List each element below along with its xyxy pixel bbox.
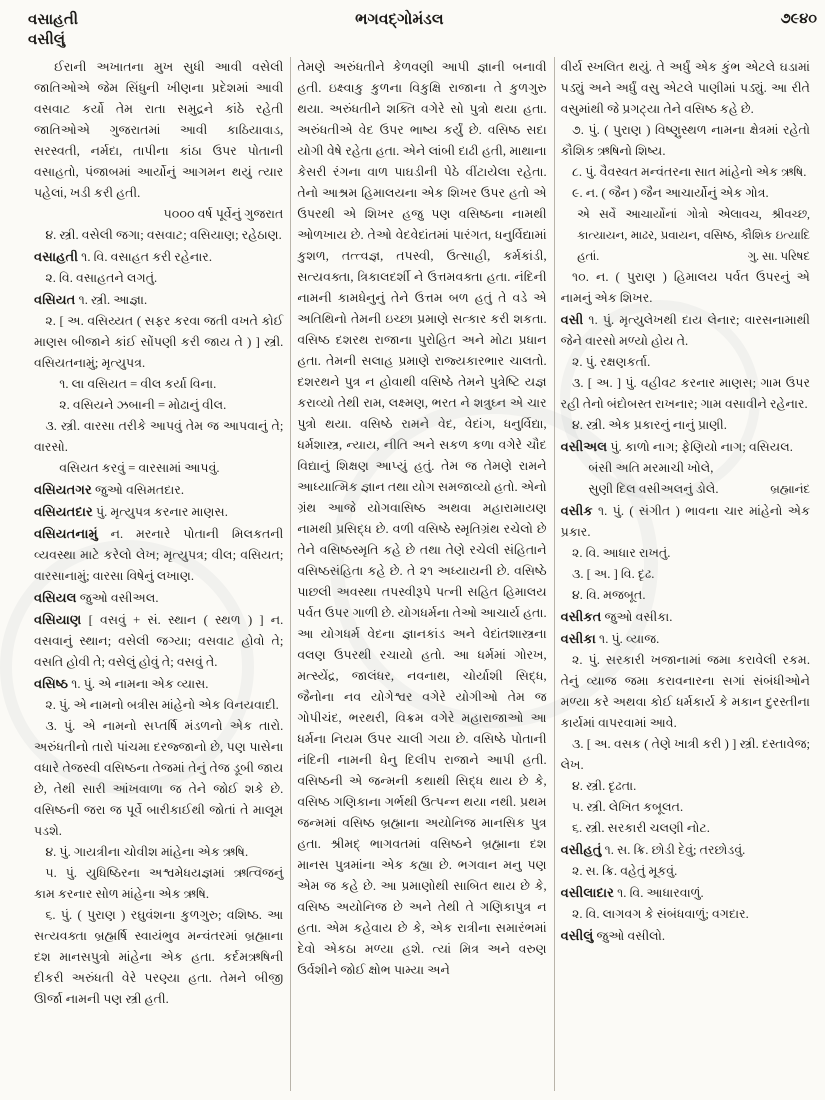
attribution: ગુ. સા. પરિષદ <box>747 248 810 263</box>
dictionary-entry: વસિયાણ [ વસવું + સં. સ્થાન ( સ્થળ ) ] ન. વસવાનું સ્થાન; વસેલી જગ્યા; વસવાટ હોવો તે; વસતિ હોવી તે; વસેલું હોવું તે; વસવું તે. <box>34 611 284 669</box>
para-sense: ૩. [ અ. વસક ( તેણે ખાત્રી કરી ) ] સ્ત્રી. દસ્તાવેજ; લેખ. <box>560 736 810 772</box>
para-sense: ૪. વિ. મજબૂત. <box>571 587 646 602</box>
column-1 <box>28 57 290 1091</box>
dictionary-entry: વસીક ૧. પું. ( સંગીત ) ભાવના ચાર માંહેનો એક પ્રકાર. <box>560 502 810 539</box>
para-sense: ૨. સ. ક્રિ. વહેતું મૂકવું. <box>571 863 678 878</box>
para-body: ઈરાની અખાતના મુખ સુધી આવી વસેલી જાતિઓએ જેમ સિંધુની ખીણના પ્રદેશમાં આવી વસવાટ કર્યો તેમ રાતા સમુદ્રને કાંઠે રહેતી જાતિઓએ ગુજરાતમાં આવી કાઠિયાવાડ, સરસ્વતી, નર્મદા, તાપીના કાંઠા ઉપર પોતાની વસાહતો, પંજાબમાં આર્યોનું આગમન થયું ત્યાર પહેલાં, ખડી કરી હતી. <box>34 59 284 200</box>
para-sense: ૧૦. ન. ( પુરાણ ) હિમાલય પર્વત ઉપરનું એ નામનું એક શિખર. <box>560 269 810 305</box>
headword: વસિયતદાર <box>34 503 93 519</box>
para-sense: ૪. સ્ત્રી. એક પ્રકારનું નાનું પ્રાણી. <box>571 417 727 432</box>
para-sense: ૬. સ્ત્રી. સરકારી ચલણી નોટ. <box>571 820 710 835</box>
para-sense: ૫. પું. યુધિષ્ઠિરના અશ્વમેધયજ્ઞમાં ઋત્વિજનું કામ કરનાર સોળ માંહેના એક ઋષિ. <box>34 865 284 901</box>
guide-word-bottom: વસીલું <box>28 32 66 49</box>
dictionary-entry: વસીઅલ પું. કાળો નાગ; ફેણિયો નાગ; વસિયલ. <box>560 438 793 454</box>
attribution: બ્રહ્માનંદ <box>770 481 810 496</box>
para-right: ૫૦૦૦ વર્ષ પૂર્વેનું ગુજરાત <box>163 206 284 221</box>
headword: વસિયત <box>34 291 76 307</box>
headword: વસિયતનામું <box>34 525 98 541</box>
para-idiom: ૧. લા વસિયત = વીલ કર્યા વિના. <box>59 376 217 391</box>
page-number: ૭૯૪૦ <box>780 11 817 27</box>
dictionary-entry: વસીહતું ૧. સ. ક્રિ. છોડી દેવું; તરછોડવું. <box>560 841 746 857</box>
dictionary-entry: વસીકા ૧. પું. વ્યાજ. <box>560 630 660 646</box>
para-sense: ૨. પું. રક્ષણકર્તા. <box>571 354 651 369</box>
headword: વસિયતગર <box>34 481 92 497</box>
headword: વસીલાદાર <box>560 884 614 900</box>
para-sense: ૪. સ્ત્રી. વસેલી જગા; વસવાટ; વસિયાણ; રહેઠાણ. <box>45 227 282 242</box>
para-sense: ૩. પું. એ નામનો સપ્તર્ષિ મંડળનો એક તારો. અરુંધતીનો તારો પાંચમા દરજ્જાનો છે, પણ પાસેના વધારે તેજસ્વી વસિષ્ઠના તેજમાં તેનું તેજ ડૂબી જાય છે, તેથી સારી આંખવાળા જ તેને જોઈ શકે છે. વસિષ્ઠની જરા જ પૂર્વે બારીકાઈથી જોતાં તે માલૂમ પડશે. <box>34 718 284 838</box>
para-sense: ૮. પું. વૈવસ્વત મન્વંતરના સાત માંહેનો એક ઋષિ. <box>571 164 807 179</box>
para-verse: બંસી અતિ મરમાચી ખોલે, <box>588 460 714 475</box>
para-sense: ૪. પું. ગાયત્રીના ચોવીશ માંહેના એક ઋષિ. <box>45 844 249 859</box>
para-idiom: ૨. વસિયને ઝબાની = મોઢાનું વીલ. <box>59 397 227 412</box>
dictionary-entry: વસિયતદાર પું. મૃત્યુપત્ર કરનાર માણસ. <box>34 503 228 519</box>
para-sense: ૨. [ અ. વસિય્યત ( સફર કરવા જતી વખતે કોઈ માણસ બીજાને કાંઈ સોંપણી કરી જાય તે ) ] સ્ત્રી. વસિયતનામું; મૃત્યુપત્ર. <box>34 313 284 370</box>
para-idiom: વસિયત કરવું = વારસામાં આપવું. <box>59 460 220 475</box>
para-sense: ૨. પું. સરકારી ખજાનામાં જમા કરાવેલી રકમ. તેનું વ્યાજ જમા કરાવનારના સગાં સંબંધીઓને મળ્યા કરે અથવા કોઈ ધર્મકાર્ય કે મકાન દુરસ્તીના કાર્યમાં વાપરવામાં આવે. <box>560 652 810 730</box>
para-cont: વીર્ય સ્ખલિત થયું. તે અર્ધું એક કુંભ એટલે ઘડામાં પડ્યું અને અર્ધું વસુ એટલે પાણીમાં પડ્યું. આ રીતે વસુમાંથી જે પ્રગટ્યા તેને વસિષ્ઠ કહે છે. <box>560 59 810 116</box>
headword: વસિષ્ઠ <box>34 675 69 691</box>
headword: વસી <box>560 311 584 327</box>
dictionary-entry: વસિયતનામું ન. મરનારે પોતાની મિલકતની વ્યવસ્થા માટે કરેલો લેખ; મૃત્યુપત્ર; વીલ; વસિયત; વારસાનામું; વારસા વિષેનું લખાણ. <box>34 525 284 583</box>
para-sense: ૨. વિ. આધાર રાખતું. <box>571 545 671 560</box>
dictionary-entry: વસી ૧. પું. મૃત્યુલેખથી દાય લેનાર; વારસનામાથી જેને વારસો મળ્યો હોય તે. <box>560 311 810 348</box>
guide-words <box>28 10 78 51</box>
para-sense: ૨. વિ. વસાહતને લગતું. <box>45 270 158 285</box>
para-sense: ૭. પું. ( પુરાણ ) વિષ્ણુસ્થળ નામના ક્ષેત્રમાં રહેતો કૌશિક ઋષિનો શિષ્ય. <box>560 122 810 158</box>
para-sense: ૯. ન. ( જૈન ) જૈન આચાર્યોનું એક ગોત્ર. <box>571 185 769 200</box>
para-sense: ૩. સ્ત્રી. વારસા તરીકે આપવું તેમ જ આપવાનું તે; વારસો. <box>34 418 284 454</box>
dictionary-entry: વસિયત ૧. સ્ત્રી. આજ્ઞા. <box>34 291 148 307</box>
headword: વસાહતી <box>34 248 79 264</box>
dictionary-entry: વસીલાદાર ૧. વિ. આધારવાળું. <box>560 884 704 900</box>
dictionary-entry: વસિયલ જુઓ વસીઅલ. <box>34 589 159 605</box>
text-columns <box>28 57 817 1091</box>
dictionary-entry: વસિષ્ઠ ૧. પું. એ નામના એક વ્યાસ. <box>34 675 209 691</box>
para-verse: સુણી દિલ વસીઅલનું ડોલે. બ્રહ્માનંદ <box>561 479 810 500</box>
dictionary-entry: વસીકત જુઓ વસીકા. <box>560 608 673 624</box>
para-sense: ૪. સ્ત્રી. દૃઢતા. <box>571 778 637 793</box>
page-header <box>28 10 817 51</box>
headword: વસિયલ <box>34 589 77 605</box>
headword: વસીહતું <box>560 841 602 857</box>
headword: વસીઅલ <box>560 438 608 454</box>
column-2 <box>290 57 553 1091</box>
dictionary-entry: વસીલું જુઓ વસીલો. <box>560 927 665 943</box>
para-note: એ સર્વે આચાર્યોનાં ગોત્રો એલાવચ, શ્રીવચ્છ, કાત્યાયન, માઢર, પ્રવાયન, વસિષ્ઠ, કૌશિક ઇત્યાદિ હતાં. ગુ. સા. પરિષદ <box>561 204 810 267</box>
headword: વસીકા <box>560 630 596 646</box>
para-sense: ૨. પું. એ નામનો બત્રીસ માંહેનો એક વિનયવાદી. <box>45 697 279 712</box>
para-sense: ૫. સ્ત્રી. લેખિત કબૂલત. <box>571 799 684 814</box>
para-cont: તેમણે અરુંધતીને કેળવણી આપી જ્ઞાની બનાવી હતી. ઇક્ષ્વાકુ કુળના વિકુક્ષિ રાજાના તે કુળગુરુ થયા. અરુંધતીને શક્તિ વગેરે સો પુત્રો થયા હતા. અરુંધતીએ વેદ ઉપર ભાષ્ય કર્યું છે. વસિષ્ઠ સદા યોગી વેષે રહેતા હતા. એને લાંબી દાઢી હતી, માથાના કેસરી રંગના વાળ પાઘડીની પેઠે વીંટાયેલા રહેતા. તેનો આશ્રમ હિમાલયના એક શિખર ઉપર હતો એ ઉપરથી એ શિખર હજુ પણ વસિષ્ઠના નામથી ઓળખાય છે. તેઓ વેદવેદાંતમાં પારંગત, ધનુર્વિદ્યામાં કુશળ, તત્ત્વજ્ઞ, તપસ્વી, ઉત્સાહી, કર્મકાંડી, સત્યવક્તા, ત્રિકાલદર્શી ને ઉત્તમવક્તા હતા. નંદિની નામની કામધેનુનું તેને ઉત્તમ બળ હતું તે વડે એ અતિથિનો તેમની ઇચ્છા પ્રમાણે સત્કાર કરી શકતા. વસિષ્ઠ દશરથ રાજાના પુરોહિત અને મોટા પ્રધાન હતા. તેમની સલાહ પ્રમાણે રાજ્યકારભાર ચાલતો. દશરથને પુત્ર ન હોવાથી વસિષ્ઠે તેમને પુત્રેષ્ટિ યજ્ઞ કરાવ્યો તેથી રામ, લક્ષ્મણ, ભરત ને શત્રુઘ્ન એ ચાર પુત્રો થયા. વસિષ્ઠે રામને વેદ, વેદાંગ, ધનુર્વિદ્યા, ધર્મશાસ્ત્ર, ન્યાય, નીતિ અને સકળ કળા વગેરે ચૌદ વિદ્યાનું શિક્ષણ આપ્યું હતું. તેમ જ તેમણે રામને આધ્યાત્મિક જ્ઞાન તથા યોગ સમજાવ્યો હતો. એનો ગ્રંથ આજે યોગવાસિષ્ઠ અથવા મહારામાયણ નામથી પ્રસિદ્ધ છે. વળી વસિષ્ઠે સ્મૃતિગ્રંથ રચેલો છે તેને વસિષ્ઠસ્મૃતિ કહે છે તથા તેણે રચેલી સંહિતાને વસિષ્ઠસંહિતા કહે છે. તે ૨૧ અધ્યાયની છે. વસિષ્ઠે પાછલી અવસ્થા તપસ્વીરૂપે પત્ની સહિત હિમાલય પર્વત ઉપર ગાળી છે. યોગધર્મના તેઓ આચાર્ય હતા. આ યોગધર્મ વેદના જ્ઞાનકાંડ અને વેદાંતશાસ્ત્રના વલણ ઉપરથી રચાયો હતો. આ ધર્મમાં ગોરખ, મત્સ્યેંદ્ર, જાલંધર, નવનાથ, ચોર્યાશી સિદ્ધ, જૈનોના નવ યોગેશ્વર વગેરે યોગીઓ તેમ જ ગોપીચંદ, ભરથરી, વિક્રમ વગેરે મહારાજાઓ આ ધર્મના નિયમ ઉપર ચાલી ગયા છે. વસિષ્ઠે પોતાની નંદિની નામની ધેનુ દિલીપ રાજાને આપી હતી. વસિષ્ઠની એ જન્મની કથાથી સિદ્ધ થાય છે કે, વસિષ્ઠ ગણિકાના ગર્ભથી ઉત્પન્ન થયા નથી. પ્રથમ જન્મમાં વસિષ્ઠ બ્રહ્માના અયોનિજ માનસિક પુત્ર હતા. શ્રીમદ્ ભાગવતમાં વસિષ્ઠને બ્રહ્માના દશ માનસ પુત્રમાંના એક કહ્યા છે. ભગવાન મનુ પણ એમ જ કહે છે. આ પ્રમાણોથી સાબિત થાય છે કે, વસિષ્ઠ અયોનિજ છે અને તેથી તે ગણિકાપુત્ર ન હતા. એમ કહેવાય છે કે, એક રાત્રીના સમારંભમાં દેવો એકઠા મળ્યા હશે. ત્યાં મિત્ર અને વરુણ ઉર્વશીને જોઈ ક્ષોભ પામ્યા અને <box>297 59 547 977</box>
headword: વસીલું <box>560 927 594 943</box>
para-sense: ૩. [ અ. ] વિ. દૃઢ. <box>571 566 655 581</box>
guide-word-top: વસાહતી <box>28 12 79 28</box>
headword: વસીક <box>560 502 593 518</box>
para-sense: ૨. વિ. લાગવગ કે સંબંધવાળું; વગદાર. <box>571 906 749 921</box>
book-title: ભગવદ્ગોમંડલ <box>355 11 444 28</box>
para-sense: ૬. પું. ( પુરાણ ) રઘુવંશના કુળગુરુ; વશિષ્ઠ. આ સત્યવક્તા બ્રહ્મર્ષિ સ્વાયંભુવ મન્વંતરમાં બ્રહ્માના દશ માનસપુત્રો માંહેના એક હતા. કર્દમઋષિની દીકરી અરુંધતી વેરે પરણ્યા હતા. તેમને બીજી ઊર્જા નામની પણ સ્ત્રી હતી. <box>34 907 284 1006</box>
dictionary-entry: વસિયતગર જુઓ વસિમતદાર. <box>34 481 185 497</box>
dictionary-entry: વસાહતી ૧. વિ. વસાહત કરી રહેનાર. <box>34 248 212 264</box>
headword: વસિયાણ <box>34 611 82 627</box>
para-sense: ૩. [ અ. ] પું. વહીવટ કરનાર માણસ; ગામ ઉપર રહી તેનો બંદોબસ્ત રાખનાર; ગામ વસાવીને રહેનાર. <box>560 375 810 411</box>
column-3 <box>554 57 817 1091</box>
headword: વસીકત <box>560 608 602 624</box>
